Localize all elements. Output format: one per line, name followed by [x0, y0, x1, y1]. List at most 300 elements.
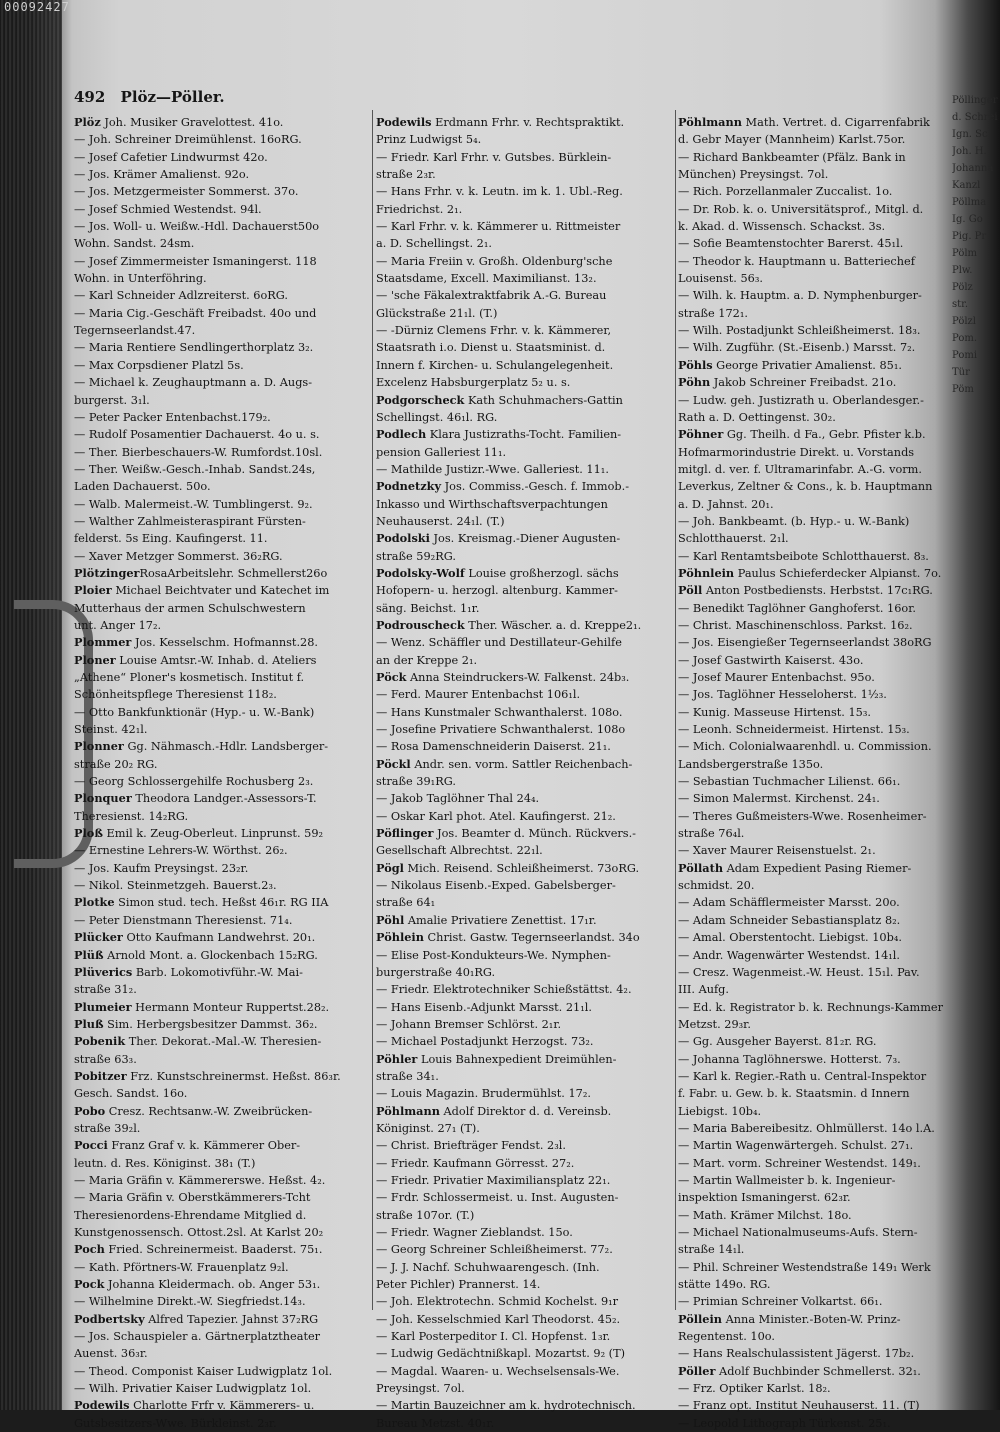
entry-text: Frz. Kunstschreinermst. Heßst. 86₃r. [126, 1069, 341, 1083]
entry-text: — Josef Zimmermeister Ismaningerst. 118 [74, 254, 317, 268]
entry-text: Anna Steindruckers-W. Falkenst. 24b₃. [406, 671, 630, 684]
directory-line [74, 981, 368, 998]
directory-line [74, 1103, 368, 1120]
directory-line [376, 929, 674, 946]
entry-text: „Athene“ Ploner's kosmetisch. Institut f. [74, 671, 305, 684]
entry-surname: Plüverics [74, 964, 133, 979]
directory-line [376, 478, 674, 495]
directory-line [74, 1259, 368, 1276]
directory-line [74, 461, 368, 478]
entry-text: Charlotte Frfr v. Kämmerers- u. [129, 1399, 315, 1413]
directory-line [74, 808, 368, 825]
entry-text: — Walther Zahlmeisteraspirant Fürsten- [74, 514, 306, 528]
edge-fragment: Plw. [952, 265, 973, 276]
entry-surname: Pöllath [678, 860, 724, 875]
entry-text: — Maria Rentiere Sendlingerthorplatz 3₂. [74, 341, 314, 355]
directory-line [74, 548, 368, 565]
entry-text: inspektion Ismaningerst. 62₃r. [678, 1191, 851, 1205]
entry-text: — Jakob Taglöhner Thal 24₄. [376, 792, 540, 806]
directory-line [678, 1259, 950, 1276]
directory-line [376, 530, 674, 547]
entry-text: — Walb. Malermeist.-W. Tumblingerst. 9₂. [74, 497, 313, 511]
directory-line [376, 773, 674, 790]
directory-line [74, 374, 368, 391]
entry-text: — Maria Freiin v. Großh. Oldenburg'sche [376, 254, 613, 268]
directory-line [74, 565, 368, 582]
entry-surname: Pöhn [678, 375, 711, 390]
entry-text: — Karl Schneider Adlzreiterst. 6oRG. [74, 289, 288, 303]
entry-text: — Wilh. Zugführ. (St.-Eisenb.) Marsst. 7₂. [678, 341, 916, 355]
directory-line [74, 617, 368, 634]
directory-line [678, 392, 950, 409]
directory-line [376, 1380, 674, 1397]
directory-line [376, 513, 674, 530]
entry-text: Leverkus, Zeltner & Cons., k. b. Hauptmann [678, 480, 933, 494]
entry-text: — Phil. Schreiner Westendstraße 149₁ Werk [678, 1260, 931, 1274]
entry-text: straße 20₂ RG. [74, 757, 158, 771]
entry-surname: Podbertsky [74, 1311, 145, 1326]
entry-text: — Johann Bremser Schlörst. 2₁r. [376, 1017, 562, 1031]
directory-line [376, 201, 674, 218]
entry-text: — Friedr. Kaufmann Görresst. 27₂. [376, 1156, 575, 1170]
directory-line [74, 1328, 368, 1345]
entry-text: — Joh. Elektrotechn. Schmid Kochelst. 9₁r [376, 1295, 619, 1309]
directory-line [74, 114, 368, 131]
entry-text: Louise großherzogl. sächs [464, 566, 619, 580]
directory-line [678, 1224, 950, 1241]
directory-line [678, 894, 950, 911]
entry-text: — Ed. k. Registrator b. k. Rechnungs-Kammer [678, 1000, 944, 1014]
directory-line [376, 1363, 674, 1380]
directory-line [376, 1172, 674, 1189]
entry-text: — Friedr. Elektrotechniker Schießstättst. 4₂. [376, 983, 632, 997]
entry-surname: Plonner [74, 739, 124, 754]
directory-line [376, 322, 674, 339]
directory-line [74, 964, 368, 981]
entry-text: Theresienst. 14₂RG. [74, 809, 189, 823]
entry-text: Peter Pichler) Prannerst. 14. [376, 1278, 541, 1292]
directory-line [678, 842, 950, 859]
directory-line [678, 773, 950, 790]
directory-line [74, 704, 368, 721]
entry-text: — Georg Schlossergehilfe Rochusberg 2₃. [74, 775, 314, 789]
entry-text: — Nikolaus Eisenb.-Exped. Gabelsberger- [376, 879, 616, 893]
entry-surname: Podnetzky [376, 479, 442, 494]
entry-text: Glückstraße 21₁l. (T.) [376, 306, 498, 320]
entry-text: d. Gebr Mayer (Mannheim) Karlst.75or. [678, 133, 906, 147]
directory-line [678, 634, 950, 651]
directory-line [678, 1085, 950, 1102]
directory-line [678, 183, 950, 200]
entry-surname: Plonquer [74, 791, 132, 806]
directory-line [376, 1311, 674, 1328]
directory-line [678, 339, 950, 356]
entry-text: Erdmann Frhr. v. Rechtspraktikt. [431, 116, 625, 129]
directory-line [678, 1415, 950, 1432]
running-head: Plöz—Pöller. [120, 88, 225, 106]
directory-line [376, 235, 674, 252]
edge-fragment: Pölm [952, 248, 978, 259]
directory-line [74, 201, 368, 218]
entry-text: Michael Beichtvater und Katechet im [111, 584, 330, 598]
entry-text: Excelenz Habsburgerplatz 5₂ u. s. [376, 376, 571, 390]
entry-text: — Wenz. Schäffler und Destillateur-Gehilfe [376, 636, 622, 650]
entry-text: Wohn. Sandst. 24sm. [74, 237, 195, 251]
entry-text: Schlotthauerst. 2₁l. [678, 532, 789, 546]
entry-text: — Maria Babereibesitz. Ohlmüllerst. 14o l.A. [678, 1121, 935, 1135]
entry-text: — Christ. Maschinenschloss. Parkst. 16₂. [678, 618, 913, 632]
edge-fragment: Pig. Pr [952, 231, 987, 242]
edge-fragment: Kanzl [952, 180, 981, 191]
entry-surname: Pöhls [678, 357, 713, 372]
directory-line [74, 600, 368, 617]
directory-line [74, 877, 368, 894]
directory-line [74, 253, 368, 270]
entry-text: — Peter Dienstmann Theresienst. 71₄. [74, 913, 293, 927]
entry-text: Kunstgenossensch. Ottost.2sl. At Karlst 20₂ [74, 1226, 324, 1239]
entry-surname: Plücker [74, 930, 123, 945]
edge-fragment: d. Schrei [952, 112, 998, 123]
directory-line [376, 981, 674, 998]
directory-line [74, 218, 368, 235]
entry-text: — Frdr. Schlossermeist. u. Inst. Augusten- [376, 1191, 619, 1205]
entry-text: — Hans Realschulassistent Jägerst. 17b₂. [678, 1347, 915, 1361]
entry-surname: Plüß [74, 947, 104, 962]
entry-text: — Richard Bankbeamter (Pfälz. Bank in [678, 150, 906, 164]
page-number: 492 [74, 88, 106, 106]
directory-line [74, 842, 368, 859]
entry-text: — Mart. vorm. Schreiner Westendst. 149₁. [678, 1156, 921, 1170]
entry-text: schmidst. 20. [678, 879, 755, 893]
entry-text: — Friedr. Wagner Zieblandst. 15o. [376, 1226, 573, 1239]
entry-text: Adolf Direktor d. d. Vereinsb. [439, 1104, 612, 1118]
directory-line [74, 790, 368, 807]
directory-line [678, 1363, 950, 1380]
entry-text: unt. Anger 17₂. [74, 618, 162, 632]
directory-line [376, 166, 674, 183]
entry-text: — Benedikt Taglöhner Ganghoferst. 16or. [678, 601, 916, 615]
entry-text: an der Kreppe 2₁. [376, 653, 478, 667]
entry-text: burgerst. 3₁l. [74, 393, 150, 407]
directory-column-1 [74, 114, 368, 1432]
entry-text: — Max Corpsdiener Platzl 5s. [74, 358, 244, 372]
directory-line [678, 999, 950, 1016]
entry-text: burgerstraße 40₁RG. [376, 965, 496, 979]
directory-line [376, 1415, 674, 1432]
directory-line [678, 617, 950, 634]
entry-text: — Georg Schreiner Schleißheimerst. 77₂. [376, 1243, 613, 1257]
entry-surname: Pöhnlein [678, 565, 735, 580]
directory-line [74, 166, 368, 183]
entry-text: — Primian Schreiner Volkartst. 66₁. [678, 1295, 883, 1309]
directory-line [678, 738, 950, 755]
entry-text: Math. Vertret. d. Cigarrenfabrik [741, 116, 930, 129]
entry-text: — Christ. Briefträger Fendst. 2₃l. [376, 1139, 566, 1153]
entry-text: Franz Graf v. k. Kämmerer Ober- [107, 1139, 301, 1153]
directory-line [74, 409, 368, 426]
directory-line [678, 912, 950, 929]
directory-line [376, 1103, 674, 1120]
directory-line [678, 652, 950, 669]
directory-line [678, 756, 950, 773]
entry-text: Gutsbesitzers-Wwe. Bürkleinst. 2₃r. [74, 1416, 277, 1430]
entry-text: — -Dürniz Clemens Frhr. v. k. Kämmerer, [376, 324, 612, 338]
entry-surname: Pöhlein [376, 930, 424, 945]
directory-line [376, 860, 674, 877]
entry-text: Anna Minister.-Boten-W. Prinz- [722, 1312, 901, 1326]
entry-text: — Friedr. Karl Frhr. v. Gutsbes. Bürklein- [376, 150, 612, 164]
directory-line [376, 1397, 674, 1414]
directory-line [376, 305, 674, 322]
entry-text: — Josef Maurer Entenbachst. 95o. [678, 671, 875, 684]
directory-line [376, 1189, 674, 1206]
directory-line [74, 634, 368, 651]
directory-line [74, 1293, 368, 1310]
entry-text: Adam Expedient Pasing Riemer- [723, 861, 912, 875]
directory-line [74, 1363, 368, 1380]
directory-line [376, 1328, 674, 1345]
entry-text: — Magdal. Waaren- u. Wechselsensals-We. [376, 1364, 620, 1378]
directory-line [678, 1033, 950, 1050]
entry-text: — Michael Nationalmuseums-Aufs. Stern- [678, 1226, 918, 1239]
directory-line [376, 669, 674, 686]
entry-surname: Plommer [74, 635, 132, 650]
directory-line [376, 149, 674, 166]
directory-line [678, 149, 950, 166]
directory-line [376, 582, 674, 599]
directory-line [376, 1120, 674, 1137]
directory-line [74, 478, 368, 495]
directory-line [678, 235, 950, 252]
entry-text: — Jos. Woll- u. Weißw.-Hdl. Dachauerst50o [74, 220, 320, 234]
entry-text: Ther. Dekorat.-Mal.-W. Theresien- [125, 1035, 322, 1049]
entry-surname: Plumeier [74, 999, 132, 1014]
directory-line [678, 1380, 950, 1397]
directory-line [678, 270, 950, 287]
entry-surname: Plöz [74, 115, 101, 129]
entry-text: — Maria Gräfin v. Kämmererswe. Heßst. 4₂. [74, 1173, 326, 1187]
entry-text: Hofopern- u. herzogl. altenburg. Kammer- [376, 584, 618, 598]
directory-line [376, 1155, 674, 1172]
entry-text: — Josef Schmied Westendst. 94l. [74, 202, 262, 216]
entry-text: — Mich. Colonialwaarenhdl. u. Commission. [678, 740, 932, 754]
directory-line [678, 1397, 950, 1414]
entry-text: Gg. Theilh. d Fa., Gebr. Pfister k.b. [723, 428, 926, 442]
entry-text: Adolf Buchbinder Schmellerst. 32₁. [715, 1364, 921, 1378]
entry-text: Joh. Musiker Gravelottest. 41o. [100, 116, 284, 129]
entry-text: Paulus Schieferdecker Alpianst. 7o. [734, 566, 942, 580]
directory-line [678, 201, 950, 218]
entry-surname: Pobo [74, 1103, 106, 1118]
entry-text: Amalie Privatiere Zenettist. 17₁r. [404, 913, 597, 927]
directory-line [376, 1345, 674, 1362]
entry-text: — Cresz. Wagenmeist.-W. Heust. 15₁l. Pav. [678, 965, 920, 979]
directory-line [376, 426, 674, 443]
directory-line [678, 1293, 950, 1310]
directory-line [376, 721, 674, 738]
entry-text: Rath a. D. Oettingenst. 30₂. [678, 410, 836, 424]
entry-surname: Pöhler [376, 1051, 418, 1066]
entry-text: — Jos. Metzgermeister Sommerst. 37o. [74, 185, 299, 199]
entry-surname: Ploner [74, 652, 116, 667]
directory-line [376, 808, 674, 825]
entry-surname: Plotke [74, 895, 115, 910]
directory-line [376, 999, 674, 1016]
directory-line [678, 1311, 950, 1328]
entry-surname: Podewils [376, 115, 432, 129]
directory-line [74, 1033, 368, 1050]
entry-text: stätte 149o. RG. [678, 1278, 771, 1292]
directory-line [74, 1051, 368, 1068]
directory-line [678, 1137, 950, 1154]
directory-line [376, 738, 674, 755]
directory-line [74, 1380, 368, 1397]
entry-text: Jakob Schreiner Freibadst. 21o. [710, 376, 897, 390]
entry-surname: Pobenik [74, 1034, 126, 1049]
directory-line [74, 1415, 368, 1432]
entry-text: straße 64₁ [376, 896, 436, 910]
directory-line [376, 1224, 674, 1241]
entry-text: Metzst. 29₃r. [678, 1017, 751, 1031]
directory-line [678, 166, 950, 183]
directory-line [74, 1120, 368, 1137]
entry-surname: Pöhl [376, 912, 405, 927]
directory-line [74, 773, 368, 790]
directory-line [376, 114, 674, 131]
edge-fragment: Pomi [952, 350, 978, 361]
directory-line [678, 1068, 950, 1085]
directory-line [678, 114, 950, 131]
entry-text: mitgl. d. ver. f. Ultramarinfabr. A.-G. vorm. [678, 462, 922, 476]
entry-text: — Theod. Componist Kaiser Ludwigplatz 1ol. [74, 1364, 333, 1378]
entry-text: — Martin Wagenwärtergeh. Schulst. 27₁. [678, 1139, 914, 1153]
directory-line [376, 1068, 674, 1085]
directory-line [678, 1241, 950, 1258]
directory-line [678, 496, 950, 513]
entry-text: — Louis Magazin. Brudermühlst. 17₂. [376, 1087, 591, 1101]
directory-line [678, 1016, 950, 1033]
entry-text: — Frz. Optiker Karlst. 18₂. [678, 1382, 831, 1396]
directory-line [74, 1189, 368, 1206]
directory-line [74, 235, 368, 252]
edge-fragment: Tür [952, 367, 970, 378]
entry-text: George Privatier Amalienst. 85₁. [712, 358, 902, 372]
directory-line [74, 721, 368, 738]
directory-line [74, 1172, 368, 1189]
directory-line [678, 947, 950, 964]
entry-text: f. Fabr. u. Gew. b. k. Staatsmin. d Innern [678, 1087, 910, 1101]
entry-text: Otto Kaufmann Landwehrst. 20₁. [122, 931, 316, 945]
entry-text: straße 31₂. [74, 983, 137, 997]
directory-line [74, 426, 368, 443]
entry-text: pension Galleriest 11₁. [376, 445, 507, 459]
entry-surname: Pöllein [678, 1311, 723, 1326]
entry-text: Cresz. Rechtsanw.-W. Zweibrücken- [105, 1104, 313, 1118]
entry-text: Fried. Schreinermeist. Baaderst. 75₁. [104, 1243, 323, 1257]
entry-text: Schellingst. 46₁l. RG. [376, 410, 498, 424]
entry-surname: Pock [74, 1277, 105, 1292]
directory-line [74, 513, 368, 530]
entry-text: — Joh. Schreiner Dreimühlenst. 16oRG. [74, 133, 302, 147]
directory-line [74, 322, 368, 339]
directory-line [74, 270, 368, 287]
entry-text: Hermann Monteur Ruppertst.28₂. [131, 1000, 330, 1014]
directory-line [376, 565, 674, 582]
directory-line [376, 183, 674, 200]
entry-text: — Wilh. k. Hauptm. a. D. Nymphenburger- [678, 289, 922, 303]
directory-line [74, 444, 368, 461]
entry-text: — Adam Schneider Sebastiansplatz 8₂. [678, 913, 901, 927]
entry-text: — Jos. Eisengießer Tegernseerlandst 38oRG [678, 636, 932, 650]
entry-text: — Sofie Beamtenstochter Barerst. 45₁l. [678, 237, 904, 251]
directory-line [74, 756, 368, 773]
directory-line [376, 877, 674, 894]
entry-text: Bureau Metzst. 40₁r. [376, 1416, 495, 1430]
directory-line [74, 149, 368, 166]
entry-text: — Leopold Lithograph Türkenst. 25₁. [678, 1416, 891, 1430]
entry-text: — Hans Frhr. v. k. Leutn. im k. 1. Ubl.-Reg. [376, 185, 623, 199]
directory-line [74, 929, 368, 946]
directory-line [376, 548, 674, 565]
directory-line [678, 426, 950, 443]
entry-text: straße 59₂RG. [376, 549, 456, 563]
entry-text: — Ludwig Gedächtnißkapl. Mozartst. 9₂ (T) [376, 1347, 626, 1361]
entry-surname: Pöhner [678, 427, 724, 442]
entry-text: — Leonh. Schneidermeist. Hirtenst. 15₃. [678, 723, 910, 737]
entry-text: — Michael Postadjunkt Herzogst. 73₂. [376, 1035, 594, 1049]
directory-line [678, 1155, 950, 1172]
directory-line [678, 530, 950, 547]
entry-text: — Ther. Bierbeschauers-W. Rumfordst.10sl. [74, 445, 323, 459]
edge-fragment: Pöllinger [952, 95, 998, 106]
entry-surname: Pöckl [376, 756, 411, 771]
directory-line [678, 600, 950, 617]
directory-line [678, 704, 950, 721]
edge-fragment: Ign. Sc [952, 129, 988, 140]
directory-line [376, 947, 674, 964]
directory-line [678, 478, 950, 495]
directory-line [74, 738, 368, 755]
entry-surname: Pöhlmann [376, 1103, 440, 1118]
directory-line [376, 1276, 674, 1293]
directory-line [74, 1068, 368, 1085]
entry-text: — Jos. Kaufm Preysingst. 23₂r. [74, 861, 249, 875]
entry-text: Alfred Tapezier. Jahnst 37₂RG [144, 1312, 319, 1326]
directory-line [376, 461, 674, 478]
entry-surname: Pöflinger [376, 826, 434, 841]
directory-line [678, 808, 950, 825]
directory-line [376, 1137, 674, 1154]
directory-line [376, 704, 674, 721]
edge-fragment: Pöm [952, 384, 974, 395]
directory-line [678, 409, 950, 426]
directory-line [74, 496, 368, 513]
entry-surname: Pöhlmann [678, 115, 742, 129]
entry-text: Theodora Landger.-Assessors-T. [131, 792, 317, 806]
entry-text: Theresienordens-Ehrendame Mitglied d. [74, 1208, 307, 1222]
directory-line [678, 669, 950, 686]
directory-line [376, 652, 674, 669]
entry-text: Andr. sen. vorm. Sattler Reichenbach- [410, 757, 633, 771]
directory-line [376, 1016, 674, 1033]
entry-text: — Josef Gastwirth Kaiserst. 43o. [678, 653, 864, 667]
edge-fragment: Joh. H. [952, 146, 987, 157]
entry-text: straße 2₃r. [376, 168, 436, 182]
directory-line [678, 322, 950, 339]
directory-line [74, 1207, 368, 1224]
entry-text: — Xaver Metzger Sommerst. 36₂RG. [74, 549, 283, 563]
directory-line [74, 287, 368, 304]
